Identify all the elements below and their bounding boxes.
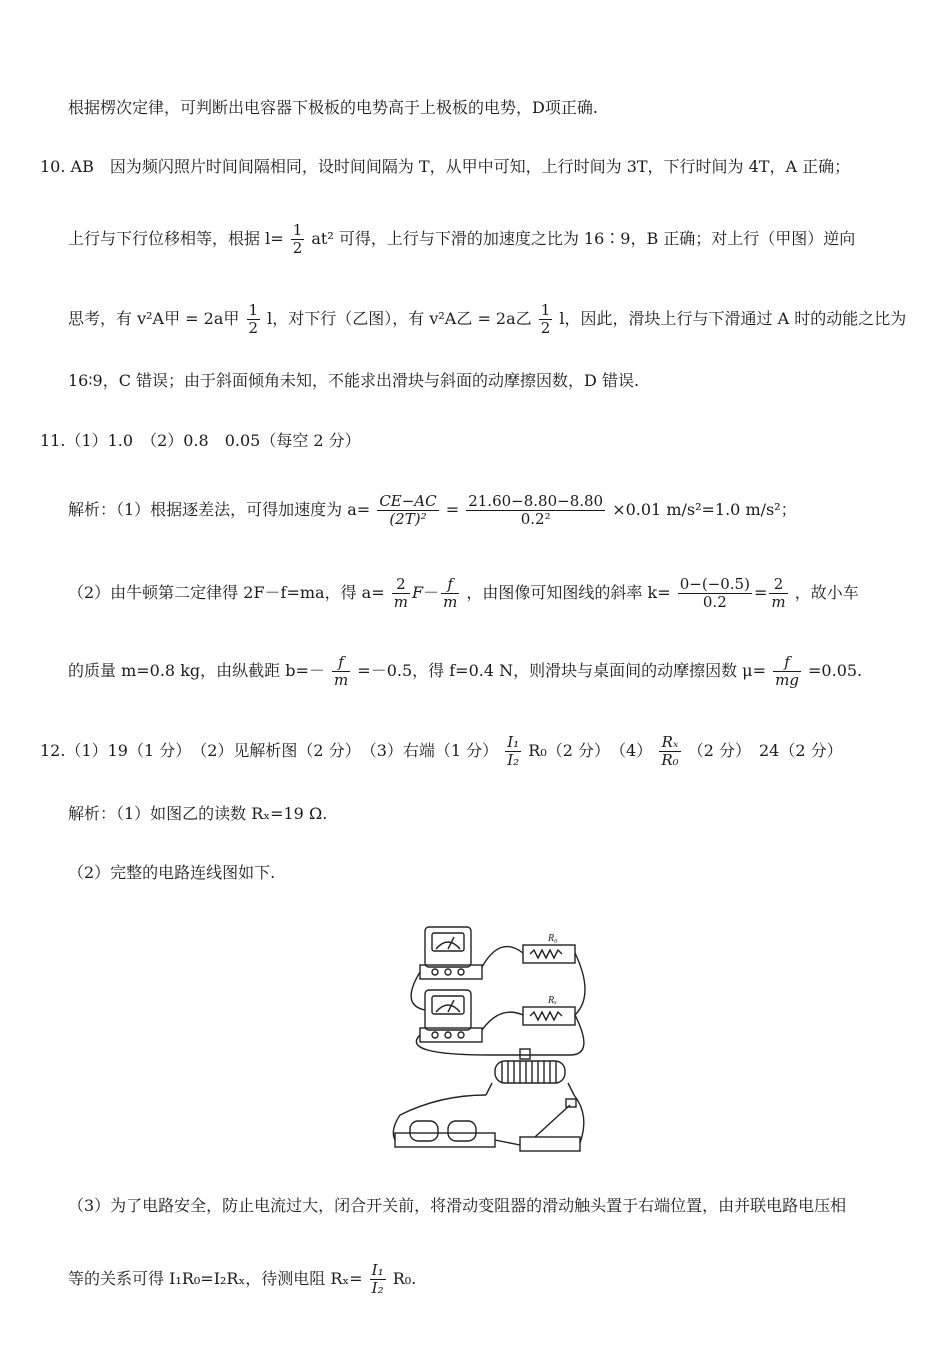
fraction: $\frac{\text{I₁}}{\text{I₂}}$ — [507, 733, 520, 769]
q12-line-b: 解析：（1）如图乙的读数 Rₓ=19 Ω. — [68, 804, 328, 823]
q12-line-d: （3）为了电路安全，防止电流过大，闭合开关前，将滑动变阻器的滑动触头置于右端位置，由并联电路电压相 — [68, 1196, 847, 1215]
fraction: $\frac{21.60-8.80-8.80}{\text{0.2²}}$ — [468, 492, 604, 528]
q10-line-d: 16∶9，C 错误；由于斜面倾角未知，不能求出滑块与斜面的动摩擦因数，D 错误. — [68, 371, 640, 390]
fraction: $\frac{1}{2}$ — [248, 301, 259, 337]
switch-icon — [520, 1099, 580, 1151]
battery-icon — [395, 1121, 495, 1147]
fraction: $\frac{f}{m}$ — [443, 575, 458, 611]
q12-line-e: 等的关系可得 I₁R₀=I₂Rₓ，待测电阻 Rₓ= $\frac{\text{I₁}}{\text{I₂}}$ R₀. — [68, 1261, 417, 1297]
q12-line-c: （2）完整的电路连线图如下. — [68, 863, 276, 882]
q11-line-a: 11.（1）1.0 （2）0.8 0.05（每空 2 分） — [40, 431, 361, 450]
fraction: $\frac{\text{I₁}}{\text{I₂}}$ — [371, 1261, 384, 1297]
resistor-rx-icon — [523, 1007, 575, 1025]
fraction: $\frac{f}{m}$ — [333, 653, 349, 689]
q11-line-c: （2）由牛顿第二定律得 2F－f=ma，得 a= $\frac{2}{m}$ F－ $\frac{f}{m}$ ，由图像可知图线的斜率 k= $\frac{0-(-0.5)}{0.2}$ = $\frac{2}{m}$ ，故小车 — [68, 575, 859, 611]
q12-line-a: 12.（1）19（1 分） （2）见解析图（2 分） （3）右端（1 分） $\frac{\text{I₁}}{\text{I₂}}$ R₀（2 分） （4） $\frac{\text{Rₓ}}{\text{R₀}}$ （2 分） 24（2 分） — [40, 733, 843, 769]
resistor-r0-icon — [523, 945, 575, 963]
fraction: $\frac{\text{Rₓ}}{\text{R₀}}$ — [661, 733, 679, 769]
rx-label: Rₓ — [548, 995, 557, 1006]
fraction: $\frac{f}{mg}$ — [775, 653, 799, 689]
q10-line-b: 上行与下行位移相等，根据 l= $\frac{1}{2}$ at² 可得，上行与下滑的加速度之比为 16∶9，B 正确；对上行（甲图）逆向 — [68, 221, 856, 257]
q11-line-b: 解析：（1）根据逐差法，可得加速度为 a= $\frac{CE-AC}{\text{(2T)²}}$ = $\frac{21.60-8.80-8.80}{\text{0.2²}}$ ×0.01 m/s²=1.0 m/s²； — [68, 492, 797, 528]
fraction: $\frac{2}{m}$ — [393, 575, 408, 611]
ammeter-2-icon — [420, 990, 482, 1042]
r0-label: R₀ — [548, 933, 558, 944]
fraction: $\frac{0-(-0.5)}{0.2}$ — [679, 575, 750, 611]
fraction: $\frac{1}{2}$ — [540, 301, 551, 337]
rheostat-icon — [486, 1049, 574, 1095]
circuit-diagram — [380, 915, 600, 1165]
q10-line-a: 10. AB 因为频闪照片时间间隔相同，设时间间隔为 T，从甲中可知，上行时间为 3T，下行时间为 4T，A 正确； — [40, 157, 851, 176]
q11-line-d: 的质量 m=0.8 kg，由纵截距 b=－ $\frac{f}{m}$ =－0.5，得 f=0.4 N，则滑块与桌面间的动摩擦因数 μ= $\frac{f}{mg}$ =0.05. — [68, 653, 863, 689]
text-line-1: 根据楞次定律，可判断出电容器下极板的电势高于上极板的电势，D项正确. — [68, 98, 598, 117]
fraction: $\frac{1}{2}$ — [292, 221, 303, 257]
fraction: $\frac{2}{m}$ — [771, 575, 786, 611]
q10-line-c: 思考，有 v²A甲 = 2a甲 $\frac{1}{2}$ l，对下行（乙图），有 v²A乙 = 2a乙 $\frac{1}{2}$ l，因此，滑块上行与下滑通过 A 时的动能之比为 — [68, 301, 907, 337]
ammeter-1-icon — [420, 927, 482, 979]
fraction: $\frac{CE-AC}{\text{(2T)²}}$ — [379, 492, 437, 528]
